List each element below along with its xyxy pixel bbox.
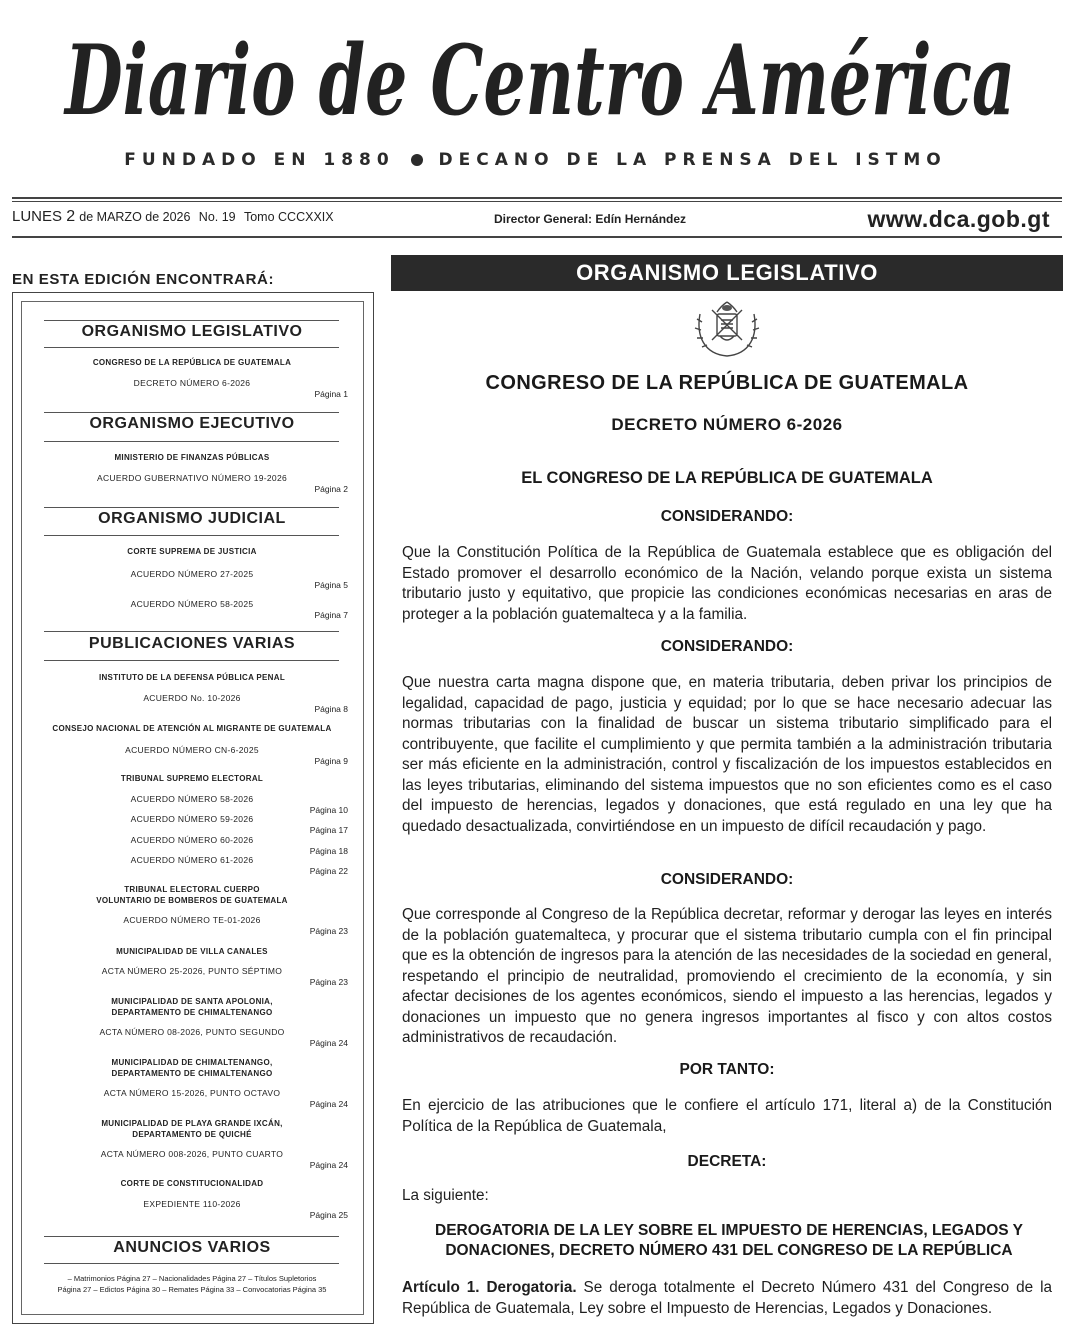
index-page-number: Página 18 [309,846,348,856]
index-page-number: Página 2 [314,484,348,494]
index-section-title: PUBLICACIONES VARIAS [88,635,296,652]
index-item: ACUERDO NÚMERO 27-2025 [130,569,254,579]
por-tanto-heading: POR TANTO: [679,1061,775,1078]
index-item: ACTA NÚMERO 15-2026, PUNTO OCTAVO [103,1088,281,1098]
index-institution: MINISTERIO DE FINANZAS PÚBLICAS [114,453,270,462]
index-heading: EN ESTA EDICIÓN ENCONTRARÁ: [12,271,275,288]
congress-heading: CONGRESO DE LA REPÚBLICA DE GUATEMALA [485,372,969,394]
section-rule [44,631,339,632]
index-institution: CONGRESO DE LA REPÚBLICA DE GUATEMALA [92,358,292,367]
index-section-title: ORGANISMO EJECUTIVO [89,415,295,432]
issue-date [12,208,334,226]
index-section-title: ORGANISMO LEGISLATIVO [81,323,303,340]
index-page-number: Página 8 [314,704,348,714]
index-institution: MUNICIPALIDAD DE SANTA APOLONIA, DEPARTAMENTO DE CHIMALTENANGO [111,997,273,1017]
considerando-paragraph: Que la Constitución Política de la República de Guatemala establece que es obligación del Estado promover el desarrollo económico de la Nación, velando porque exista un sistema tributario justo y equitativo, que propicie las condiciones económicas necesarias en aras de proteger a la población guatemalteca y a la familia. [402,544,1052,623]
index-section-title: ANUNCIOS VARIOS [113,1239,271,1256]
dateline [12,206,1062,234]
section-rule [44,507,339,508]
index-page-number: Página 5 [314,580,348,590]
masthead-title: Diario de Centro América [62,24,1015,137]
top-rule [12,197,1062,199]
index-item: ACTA NÚMERO 008-2026, PUNTO CUARTO [100,1149,284,1159]
bullet-icon [411,154,423,166]
section-rule [44,347,339,348]
index-page-number: Página 24 [309,1099,348,1109]
index-page-number: Página 22 [309,866,348,876]
considerando-heading: CONSIDERANDO: [660,638,794,655]
index-item: ACUERDO NÚMERO 61-2026 [130,855,254,865]
index-item: ACTA NÚMERO 25-2026, PUNTO SÉPTIMO [101,966,283,976]
index-item: ACUERDO NÚMERO TE-01-2026 [123,915,261,925]
dateline-rule [12,236,1062,238]
body-heading: EL CONGRESO DE LA REPÚBLICA DE GUATEMALA [521,469,933,487]
index-item: ACUERDO NÚMERO CN-6-2025 [125,745,259,755]
index-item: EXPEDIENTE 110-2026 [143,1199,241,1209]
section-rule [44,1236,339,1237]
index-item: ACUERDO NÚMERO 58-2026 [130,794,254,804]
index-institution: CONSEJO NACIONAL DE ATENCIÓN AL MIGRANTE DE GUATEMALA [52,724,332,733]
index-institution: CORTE DE CONSTITUCIONALIDAD [120,1179,264,1188]
section-rule [44,660,339,661]
index-item: ACUERDO NÚMERO 58-2025 [130,599,254,609]
law-title: DEROGATORIA DE LA LEY SOBRE EL IMPUESTO DE HERENCIAS, LEGADOS Y DONACIONES, DECRETO NÚMERO 431 DEL CONGRESO DE LA REPÚBLICA [435,1222,1023,1259]
considerando-paragraph: Que corresponde al Congreso de la República decretar, reformar y derogar las leyes en interés de la población guatemalteca, y procurar que el sistema tributario cumpla con el fin principal que es la obtención de ingresos para la atención de las necesidades de la sociedad en general, respetando el principio de neutralidad, promoviendo el crecimiento de la economía, y sin afectar decisiones de los agentes económicos, siendo el impuesto a las herencias, legados y donaciones un impuesto que no genera ingresos importantes al fisco y con altos costos administrativos de recaudación. [402,906,1052,1046]
considerando-heading: CONSIDERANDO: [660,508,794,525]
section-rule [44,441,339,442]
index-page-number: Página 10 [309,805,348,815]
considerando-paragraph: Que nuestra carta magna dispone que, en materia tributaria, deben privar los principios de legalidad, capacidad de pago, justicia y equidad; por lo que se hace necesario adecuar las normas tributarias con la finalidad de buscar un sistema tributario simplificado para el contribuyente, que facilite el cumplimiento y que permita también a la administración tributaria ser más eficiente en la administración, control y fiscalización de los impuestos establecidos en las leyes tributarias, eliminando del sistema impuestos que no son eficientes como es el caso del impuesto de herencias, legados y donaciones, que está regulado en una ley que ha quedado desactualizada, convirtiéndose en un impuesto de difícil recaudación y pago. [402,674,1052,835]
index-page-number: Página 7 [314,610,348,620]
section-rule [44,320,339,321]
date-day: 2 [66,208,76,225]
index-item: ACUERDO NÚMERO 59-2026 [130,814,254,824]
index-page-number: Página 23 [309,926,348,936]
index-item: ACUERDO GUBERNATIVO NÚMERO 19-2026 [97,473,287,483]
index-misc-line: Página 27 – Edictos Página 30 – Remates Página 33 – Convocatorias Página 35 [57,1285,327,1294]
section-rule [44,1263,339,1264]
index-page-number: Página 24 [309,1160,348,1170]
issue-tomo: Tomo CCCXXIX [243,210,334,224]
index-item: DECRETO NÚMERO 6-2026 [133,378,251,388]
index-page-number: Página 25 [309,1210,348,1220]
date-weekday: LUNES [12,208,63,225]
date-month-year: de MARZO de 2026 [79,210,191,224]
website-link[interactable]: www.dca.gob.gt [867,206,1050,232]
index-item: ACTA NÚMERO 08-2026, PUNTO SEGUNDO [99,1027,285,1037]
section-rule [44,535,339,536]
index-page-number: Página 1 [314,389,348,399]
index-page-number: Página 24 [309,1038,348,1048]
section-band: ORGANISMO LEGISLATIVO [391,255,1063,291]
decreta-heading: DECRETA: [687,1153,767,1170]
article-1-text: Se deroga totalmente el Decreto Número 431 del Congreso de la República de Guatemala, Ley sobre el Impuesto de Herencias, Legados y Donaciones. [402,1279,1052,1317]
index-institution: TRIBUNAL ELECTORAL CUERPO VOLUNTARIO DE BOMBEROS DE GUATEMALA [96,885,288,905]
index-institution: MUNICIPALIDAD DE VILLA CANALES [116,947,268,956]
index-page-number: Página 23 [309,977,348,987]
issue-number: No. 19 [198,210,236,224]
index-page-number: Página 17 [309,825,348,835]
director-line: Director General: Edín Hernández [494,212,687,226]
masthead-subtitle [0,150,1071,170]
article-1-label: Artículo 1. Derogatoria. [402,1279,577,1296]
masthead [0,0,1071,200]
coat-of-arms-icon [690,296,764,364]
top-rule-thin [12,201,1062,202]
index-institution: TRIBUNAL SUPREMO ELECTORAL [120,774,264,783]
index-page-number: Página 9 [314,756,348,766]
index-item: ACUERDO No. 10-2026 [143,693,241,703]
considerando-heading: CONSIDERANDO: [660,871,794,888]
por-tanto-paragraph: En ejercicio de las atribuciones que le confiere el artículo 171, literal a) de la Constitución Política de la República de Guatemala, [402,1097,1052,1135]
masthead-motto: DECANO DE LA PRENSA DEL ISTMO [438,150,947,170]
index-item: ACUERDO NÚMERO 60-2026 [130,835,254,845]
section-rule [44,412,339,413]
index-institution: INSTITUTO DE LA DEFENSA PÚBLICA PENAL [98,673,286,682]
index-misc-line: – Matrimonios Página 27 – Nacionalidades Página 27 – Títulos Supletorios [67,1274,317,1283]
index-institution: MUNICIPALIDAD DE PLAYA GRANDE IXCÁN, DEPARTAMENTO DE QUICHÉ [101,1119,283,1139]
masthead-founded: FUNDADO EN 1880 [124,150,395,170]
masthead-logo [60,22,1020,142]
la-siguiente: La siguiente: [402,1187,489,1204]
article-1 [402,1278,1052,1319]
index-institution: CORTE SUPREMA DE JUSTICIA [127,547,257,556]
index-institution: MUNICIPALIDAD DE CHIMALTENANGO, DEPARTAMENTO DE CHIMALTENANGO [111,1058,273,1078]
decree-number: DECRETO NÚMERO 6-2026 [611,415,843,434]
index-section-title: ORGANISMO JUDICIAL [98,510,286,527]
